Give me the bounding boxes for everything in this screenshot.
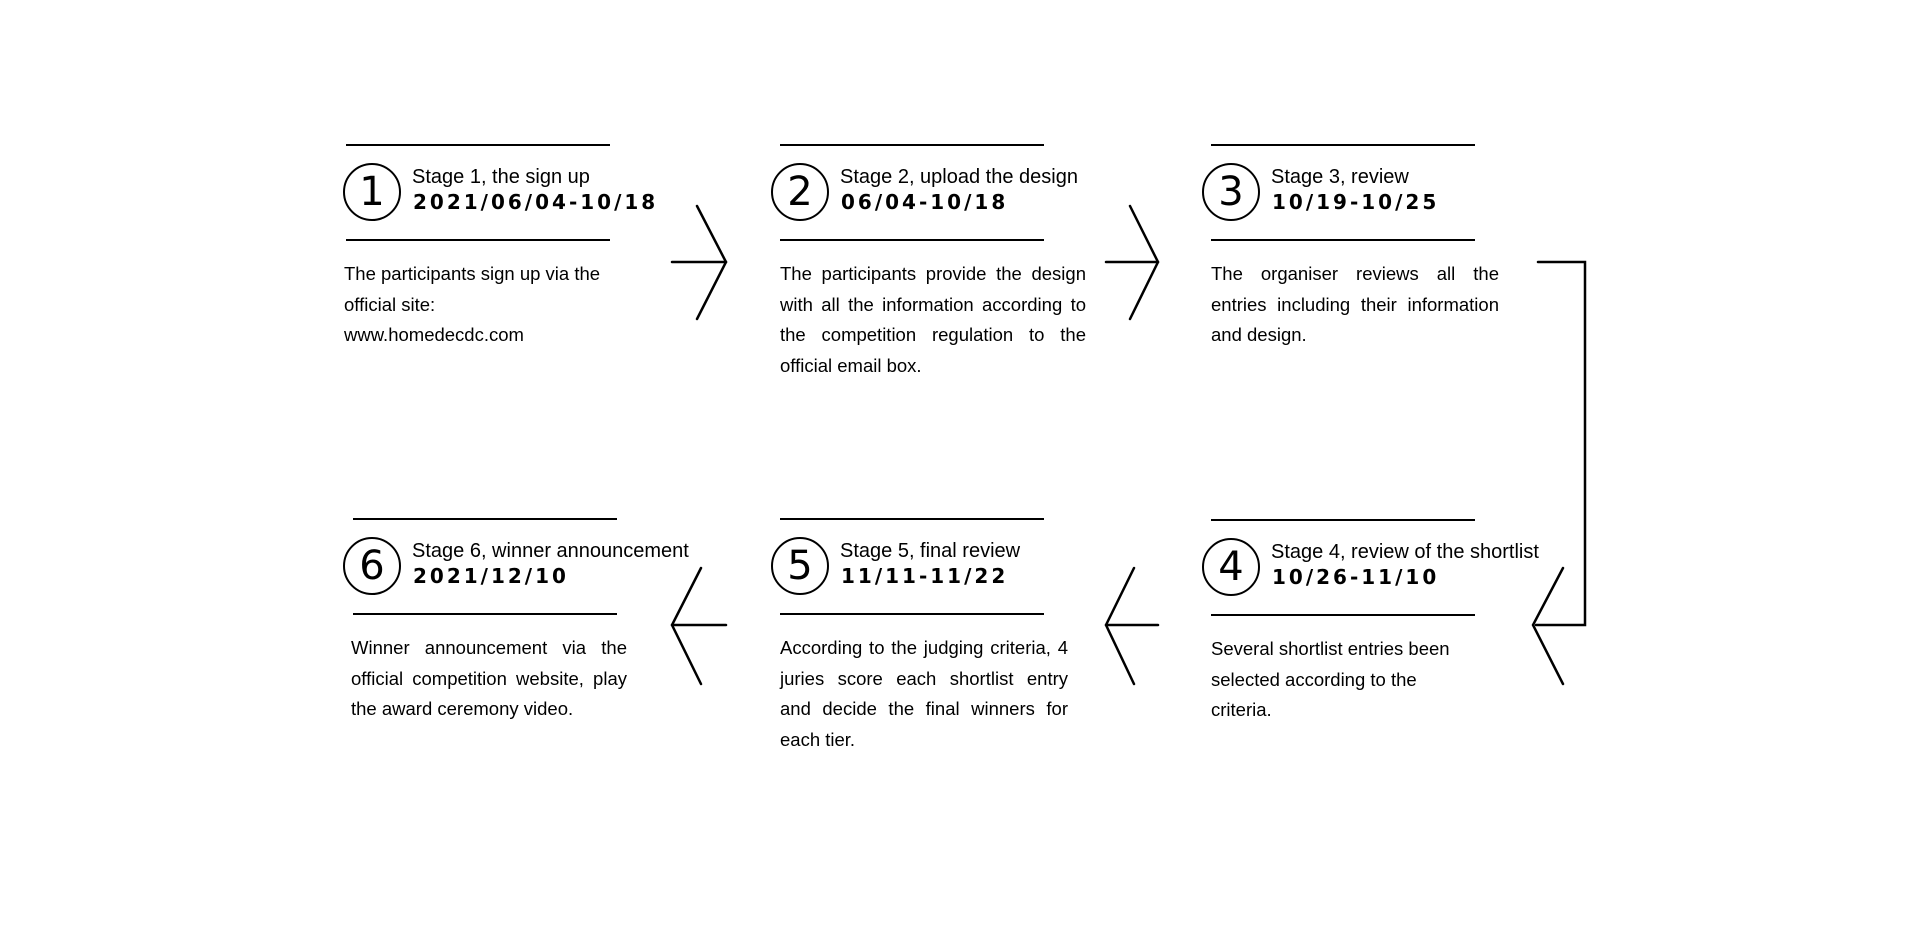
arrow-right-2-to-3 xyxy=(1106,206,1158,319)
top-rule xyxy=(780,518,1044,520)
stage-description: Winner announcement via the official competition website, play the award ceremony video. xyxy=(351,637,627,719)
bottom-rule xyxy=(1211,614,1475,616)
bottom-rule xyxy=(353,613,617,615)
stage-title: Stage 5, final review xyxy=(840,540,1021,562)
stage-title: Stage 2, upload the design xyxy=(840,166,1078,188)
bottom-rule xyxy=(1211,239,1475,241)
stage-description xyxy=(1211,634,1511,726)
description-line: criteria. xyxy=(1211,699,1272,720)
stage-1 xyxy=(343,141,713,371)
stage-description: The participants provide the design with all the information according to the competition regulation to the official email box. xyxy=(780,263,1086,376)
description-line: The participants sign up via the xyxy=(344,263,601,284)
bottom-rule xyxy=(780,239,1044,241)
description-line: official site: xyxy=(344,293,436,315)
top-rule xyxy=(1211,144,1475,146)
stage-2 xyxy=(771,141,1111,401)
description-line: selected according to the xyxy=(1211,668,1417,690)
top-rule xyxy=(346,144,610,146)
stage-description xyxy=(344,259,644,351)
stage-dates: 2021/06/04-10/18 xyxy=(413,190,659,214)
stage-3 xyxy=(1202,141,1532,371)
stage-dates: 2021/12/10 xyxy=(413,564,569,588)
stage-number-badge: 3 xyxy=(1202,163,1260,221)
arrow-left-4-to-5 xyxy=(1106,568,1158,684)
stage-title: Stage 3, review xyxy=(1271,166,1409,188)
stage-6 xyxy=(343,515,713,745)
top-rule xyxy=(780,144,1044,146)
stage-dates: 10/26-11/10 xyxy=(1272,565,1440,589)
stage-dates: 10/19-10/25 xyxy=(1272,190,1440,214)
top-rule xyxy=(353,518,617,520)
description-line: Several shortlist entries been xyxy=(1211,638,1450,659)
stage-dates: 06/04-10/18 xyxy=(841,190,1009,214)
stage-number-badge: 2 xyxy=(771,163,829,221)
stage-number-badge: 1 xyxy=(343,163,401,221)
stage-title: Stage 1, the sign up xyxy=(412,166,590,188)
bottom-rule xyxy=(780,613,1044,615)
stage-number-badge: 5 xyxy=(771,537,829,595)
stage-description: The organiser reviews all the entries including their information and design. xyxy=(1211,263,1499,345)
top-rule xyxy=(1211,519,1475,521)
stage-description: According to the judging criteria, 4 juries score each shortlist entry and decide the final winners for each tier. xyxy=(780,637,1068,750)
stage-number-badge: 4 xyxy=(1202,538,1260,596)
description-line: www.homedecdc.com xyxy=(344,324,524,345)
stage-dates: 11/11-11/22 xyxy=(841,564,1009,588)
stage-4 xyxy=(1202,516,1552,746)
bottom-rule xyxy=(346,239,610,241)
stage-title: Stage 4, review of the shortlist xyxy=(1271,541,1539,563)
stage-number-badge: 6 xyxy=(343,537,401,595)
stage-title: Stage 6, winner announcement xyxy=(412,540,689,562)
stage-5 xyxy=(771,515,1101,775)
